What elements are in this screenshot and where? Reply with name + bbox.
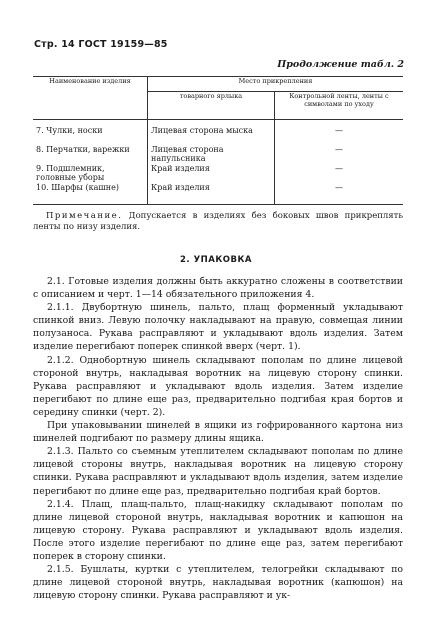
row-name: 7. Чулки, носки bbox=[33, 120, 148, 146]
column-group-header: Место прикрепления bbox=[148, 77, 404, 92]
column-header-name: Наименование изделия bbox=[33, 77, 148, 120]
row-control-tape: — bbox=[275, 183, 404, 205]
paragraph: 2.1.2. Однобортную шинель складывают пополам по длине лицевой стороной внутрь, накладывая воротник на лицевую сторону спинки. Рукава расправляют и укладывают вдоль изделия. Затем изделие перегибают по длине еще раз, предварительно подгибая края бортов и середину спинки (черт. 2). bbox=[33, 354, 403, 418]
table-continuation-label: Продолжение табл. 2 bbox=[277, 59, 404, 70]
table-header-row bbox=[33, 77, 403, 92]
row-name: 10. Шарфы (кашне) bbox=[33, 183, 148, 205]
row-product-label: Край изделия bbox=[148, 164, 275, 183]
row-control-tape: — bbox=[335, 126, 343, 135]
row-name: 9. Подшлемник, головные уборы bbox=[33, 164, 148, 183]
row-control-tape: — bbox=[335, 164, 343, 173]
row-product-label: Край изделия bbox=[148, 183, 275, 205]
note-label: Примечание. bbox=[46, 211, 123, 221]
row-product-label: Лицевая сторона напульсника bbox=[148, 145, 275, 164]
paragraph: 2.1.5. Бушлаты, куртки с утеплителем, телогрейки складывают по длине лицевой стороной внутрь, накладывая воротник (капюшон) на лицевую сторону спинки. Рукава расправляют и ук- bbox=[33, 564, 403, 602]
row-product-label: Лицевая сторона мыска bbox=[148, 120, 275, 146]
paragraph: 2.1.3. Пальто со съемным утеплителем складывают пополам по длине лицевой стороны внутрь, накладывая воротник на лицевую сторону спинки. Рукава расправляют и укладывают вдоль изделия, затем изделие перегибают по длине еще раз, предварительно подгибая край бортов. bbox=[33, 446, 403, 497]
column-header-product-label: товарного ярлыка bbox=[148, 92, 275, 120]
page-header: Стр. 14 ГОСТ 19159—85 bbox=[34, 39, 168, 50]
table-row bbox=[33, 145, 403, 164]
row-name: 8. Перчатки, варежки bbox=[33, 145, 148, 164]
paragraph: 2.1. Готовые изделия должны быть аккуратно сложены в соответствии с описанием и черт. 1—14 обязательного приложения 4. bbox=[33, 276, 403, 301]
column-header-control-tape: Контрольной ленты, ленты с символами по уходу bbox=[275, 92, 404, 120]
table-row bbox=[33, 183, 403, 205]
table-note bbox=[33, 211, 403, 233]
attachment-table bbox=[33, 76, 403, 205]
table-row bbox=[33, 164, 403, 183]
section-title: 2. УПАКОВКА bbox=[179, 255, 253, 265]
row-control-tape: — bbox=[335, 145, 343, 154]
note-text: Допускается в изделиях без боковых швов прикреплять ленты по низу изделия. bbox=[33, 211, 404, 232]
section-body bbox=[33, 275, 403, 602]
paragraph: При упаковывании шинелей в ящики из гофрированного картона низ шинелей подгибают по размеру длины ящика. bbox=[33, 420, 403, 445]
paragraph: 2.1.4. Плащ, плащ-пальто, плащ-накидку складывают пополам по длине лицевой стороной внутрь, накладывая воротник и капюшон на лицевую сторону. Рукава расправляют и укладывают вдоль изделия. После этого изделие перегибают по длине еще раз, затем перегибают поперек в сторону спинки. bbox=[33, 498, 403, 562]
table-row bbox=[33, 120, 403, 146]
paragraph: 2.1.1. Двубортную шинель, пальто, плащ форменный укладывают спинкой вниз. Левую полочку накладывают на правую, совмещая линии полузаноса. Рукава расправляют и укладывают вдоль изделия. Затем изделие перегибают поперек спинкой вверх (черт. 1). bbox=[33, 302, 403, 353]
